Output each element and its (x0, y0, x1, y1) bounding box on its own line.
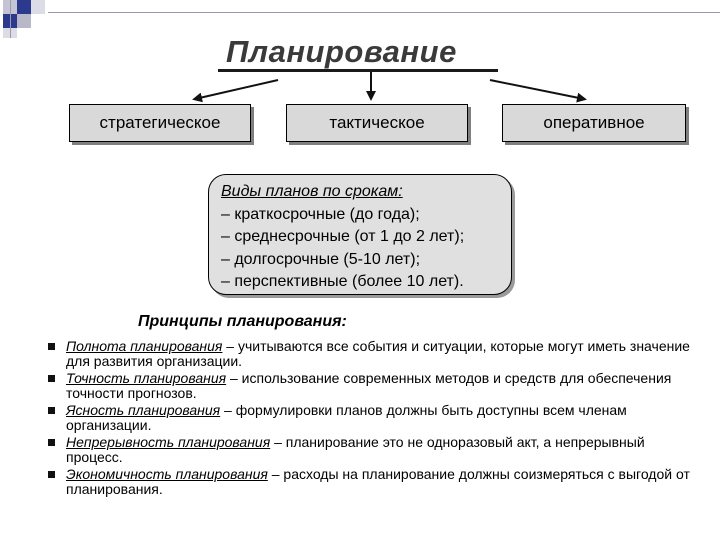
type-box-strategic (69, 104, 251, 142)
principle-text: – формулировки планов должны быть доступны всем членам организации. (66, 402, 627, 433)
principle-term: Ясность планирования (66, 402, 221, 418)
arrow-to-strategic (195, 80, 278, 99)
principle-item (50, 467, 690, 497)
type-label: оперативное (543, 113, 645, 132)
plan-period-item: – краткосрочные (до года); (221, 205, 420, 223)
principle-term: Точность планирования (66, 370, 227, 386)
principles-list (50, 339, 690, 499)
plan-period-item: – среднесрочные (от 1 до 2 лет); (221, 228, 465, 245)
square-bullet-icon (48, 471, 55, 478)
principle-term: Полнота планирования (66, 338, 223, 354)
principle-text: – использование современных методов и средств для обеспечения точности прогнозов. (66, 370, 672, 401)
principle-item (50, 339, 690, 369)
principles-heading: Принципы планирования: (138, 313, 347, 330)
principle-text: – планирование это не одноразовый акт, а непрерывный процесс. (66, 434, 645, 465)
square-bullet-icon (48, 439, 55, 446)
type-box-tactical (286, 104, 468, 142)
principle-term: Экономичность планирования (66, 466, 268, 482)
plan-periods-heading: Виды планов по срокам: (221, 183, 403, 200)
square-bullet-icon (48, 375, 55, 382)
plan-periods-box (208, 174, 512, 295)
type-label: стратегическое (99, 113, 221, 132)
principle-text: – расходы на планирование должны соизмеряться с выгодой от планирования. (66, 466, 690, 497)
principle-item (50, 403, 690, 433)
type-box-operational (502, 104, 686, 142)
square-bullet-icon (48, 407, 55, 414)
principle-item (50, 435, 690, 465)
plan-period-item: – перспективные (более 10 лет). (221, 273, 464, 290)
arrow-to-operational (490, 80, 584, 99)
principle-item (50, 371, 690, 401)
plan-period-item: – долгосрочные (5-10 лет); (221, 250, 421, 268)
principle-text: – учитываются все события и ситуации, которые могут иметь значение для развития организации. (66, 338, 690, 369)
principle-term: Непрерывность планирования (66, 434, 271, 450)
page-title: Планирование (226, 34, 457, 69)
square-bullet-icon (48, 343, 55, 350)
type-label: тактическое (329, 113, 425, 132)
